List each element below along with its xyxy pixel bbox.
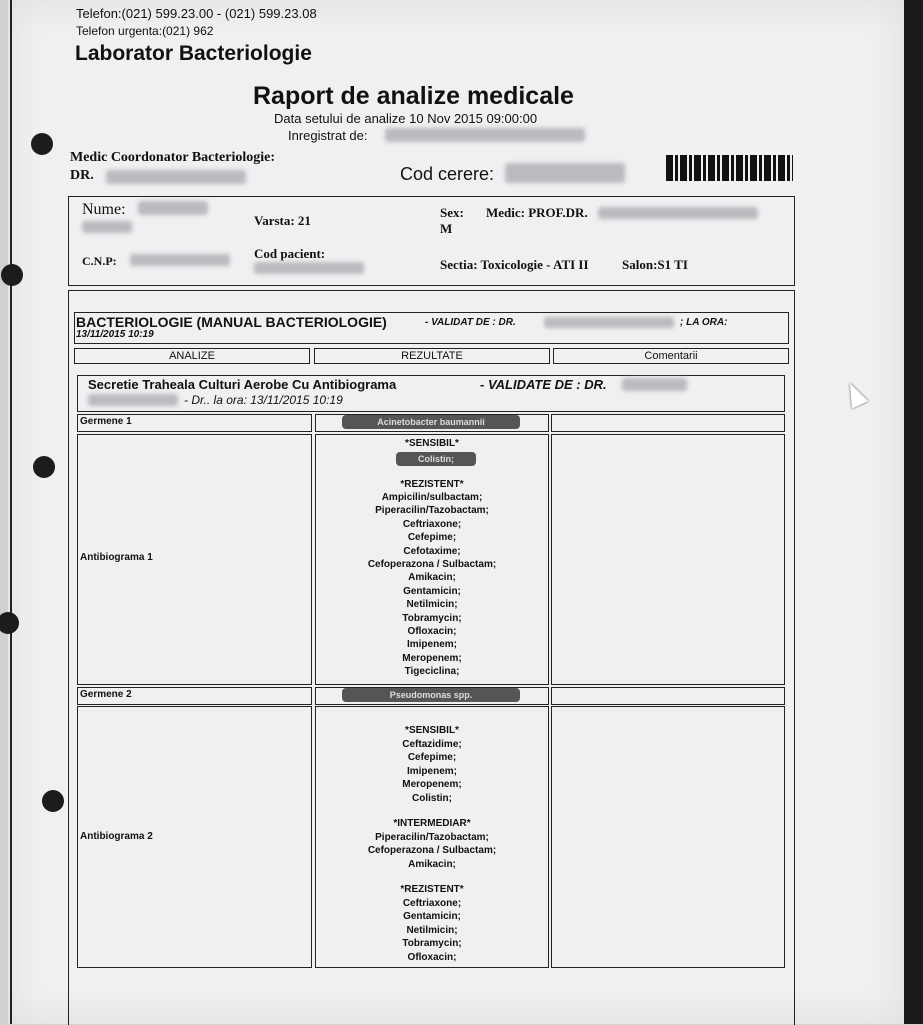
- antibiotic-item: Cefepime;: [407, 532, 457, 544]
- test-validation-time: - Dr.. la ora: 13/11/2015 10:19: [184, 393, 343, 407]
- medic: Medic: PROF.DR.: [486, 205, 588, 220]
- germ2-resistant-header: *REZISTENT*: [400, 884, 464, 895]
- germ2-resistant-list: [315, 897, 549, 964]
- redacted-field: [138, 201, 208, 215]
- antibiotic-item: Tobramycin;: [402, 938, 462, 950]
- antibiotic-item: Ofloxacin;: [407, 951, 457, 963]
- name-label: Nume:: [82, 201, 126, 218]
- germ1-sensitive-header: *SENSIBIL*: [405, 438, 459, 449]
- germ2-organism: Pseudomonas spp.: [342, 688, 520, 702]
- antibiotic-item: Piperacilin/Tazobactam;: [375, 505, 489, 517]
- redacted-field: [598, 207, 758, 219]
- germ1-resistant-list: [315, 491, 549, 678]
- antibiogram1-label: Antibiograma 1: [80, 552, 153, 563]
- germ1-label: Germene 1: [80, 416, 132, 427]
- sex-label: Sex:: [440, 205, 464, 220]
- antibiotic-item: Netilmicin;: [406, 599, 458, 611]
- antibiotic-item: Cefepime;: [407, 752, 457, 764]
- col-comments: Comentarii: [553, 348, 789, 364]
- redacted-field: [82, 221, 132, 233]
- antibiotic-item: Meropenem;: [402, 652, 462, 664]
- antibiotic-item: Amikacin;: [408, 858, 456, 870]
- redacted-field: [254, 262, 364, 274]
- urgent-phone-line: Telefon urgenta:(021) 962: [76, 24, 214, 38]
- antibiotic-item: Ampicilin/sulbactam;: [381, 492, 483, 503]
- antibiotic-item: Gentamicin;: [403, 911, 461, 923]
- antibiotic-item: Amikacin;: [408, 572, 456, 584]
- antibiotic-item: Ofloxacin;: [407, 625, 457, 637]
- antibiogram2-label: Antibiograma 2: [80, 831, 153, 842]
- redacted-field: [505, 163, 625, 183]
- antibiotic-item: Cefotaxime;: [403, 545, 461, 557]
- screen-bezel: [904, 0, 923, 1024]
- antibiotic-item: Colistin;: [412, 792, 452, 804]
- lab-name: Laborator Bacteriologie: [75, 42, 312, 65]
- antibiotic-item: Imipenem;: [406, 639, 457, 651]
- antibiotic-item: Tobramycin;: [402, 612, 462, 624]
- cnp-label: C.N.P:: [82, 254, 117, 268]
- col-analyses: ANALIZE: [74, 348, 310, 364]
- antibiotic-item: Imipenem;: [406, 765, 457, 777]
- antibiotic-item: Ceftriaxone;: [402, 898, 462, 909]
- phone-line: Telefon:(021) 599.23.00 - (021) 599.23.08: [76, 6, 317, 21]
- redacted-field: [106, 170, 246, 184]
- antibiotic-item: Cefoperazona / Sulbactam;: [367, 845, 497, 857]
- antibiotic-item: Cefoperazona / Sulbactam;: [367, 558, 497, 570]
- germ2-label: Germene 2: [80, 689, 132, 700]
- antibiotic-item: Piperacilin/Tazobactam;: [375, 832, 489, 843]
- test-validated: - VALIDATE DE : DR.: [480, 377, 607, 392]
- antibiotic-item: Meropenem;: [402, 779, 462, 791]
- punch-hole: [1, 264, 23, 286]
- redacted-field: [544, 317, 674, 328]
- antibiogram2-comment-cell: [551, 706, 785, 968]
- set-date: Data setului de analize 10 Nov 2015 09:00:00: [274, 111, 538, 126]
- germ1-comment-header: [551, 414, 785, 432]
- antibiotic-item: Netilmicin;: [406, 924, 458, 936]
- antibiogram1-comment-cell: [551, 434, 785, 685]
- sex-value: M: [440, 221, 453, 236]
- germ1-sensitive-antibiotic: Colistin;: [396, 452, 476, 466]
- report-title: Raport de analize medicale: [253, 82, 574, 110]
- redacted-field: [130, 254, 230, 266]
- antibiotic-item: Ceftriaxone;: [402, 518, 462, 530]
- section-title: BACTERIOLOGIE (MANUAL BACTERIOLOGIE): [76, 314, 387, 330]
- punch-hole: [31, 133, 53, 155]
- germ1-organism: Acinetobacter baumannii: [342, 415, 520, 429]
- germ2-intermediate-header: *INTERMEDIAR*: [393, 818, 471, 829]
- germ1-resistant-header: *REZISTENT*: [400, 479, 464, 490]
- patient-code-label: Cod pacient:: [254, 246, 326, 261]
- ward: Salon:S1 TI: [622, 257, 688, 272]
- antibiotic-item: Gentamicin;: [403, 585, 461, 597]
- antibiotic-item: Tigeciclina;: [404, 666, 460, 678]
- barcode: [666, 155, 793, 181]
- section-validated-by: - VALIDAT DE : DR.: [425, 317, 516, 328]
- redacted-field: [385, 128, 585, 142]
- request-code-label: Cod cerere:: [400, 164, 495, 184]
- punch-hole: [42, 790, 64, 812]
- germ2-comment-header: [551, 687, 785, 705]
- germ2-sensitive-list: [315, 738, 549, 805]
- antibiotic-item: Ceftazidime;: [402, 739, 462, 750]
- germ2-sensitive-header: *SENSIBIL*: [405, 725, 459, 736]
- punch-hole: [33, 456, 55, 478]
- registered-by: Inregistrat de:: [288, 128, 368, 143]
- test-title: Secretie Traheala Culturi Aerobe Cu Antibiograma: [88, 377, 397, 392]
- germ2-intermediate-list: [315, 831, 549, 871]
- section-at-time: ; LA ORA:: [680, 317, 728, 328]
- binder-line: [10, 0, 12, 1024]
- col-results: REZULTATE: [314, 348, 550, 364]
- redacted-field: [88, 394, 178, 406]
- section-ward: Sectia: Toxicologie - ATI II: [440, 257, 589, 272]
- doctor-prefix: DR.: [70, 168, 94, 183]
- section-datetime: 13/11/2015 10:19: [76, 329, 154, 340]
- redacted-field: [622, 378, 687, 391]
- coordinator-label: Medic Coordonator Bacteriologie:: [70, 150, 276, 165]
- age: Varsta: 21: [254, 213, 311, 228]
